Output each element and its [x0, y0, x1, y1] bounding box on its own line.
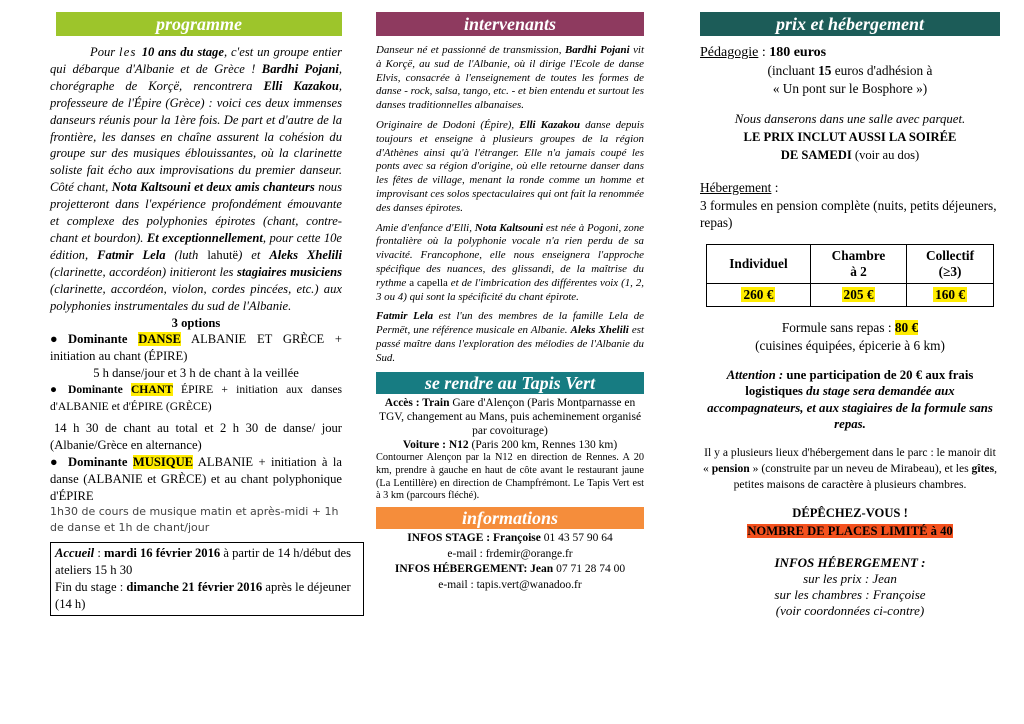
soiree-line-1: LE PRIX INCLUT AUSSI LA SOIRÉE: [743, 130, 957, 145]
option-chant-detail: 14 h 30 de chant au total et 2 h 30 de danse/ jour (Albanie/Grèce en alternance): [50, 420, 342, 452]
table-header-chambre: Chambre à 2: [810, 245, 906, 284]
price-collectif: 160 €: [907, 284, 994, 307]
attention-note: Attention : une participation de 20 € aux frais logistiques du stage sera demandée aux accompagnateurs, et aux stagiaires de la formule sans repas.: [707, 367, 993, 432]
infos-heb-2: sur les chambres : Françoise: [774, 586, 926, 602]
option-musique: ● Dominante MUSIQUE ALBANIE + initiation à la danse (ALBANIE et GRÈCE) et au chant polyphonique d'ÉPIRE: [50, 454, 342, 503]
floor-note: Nous danserons dans une salle avec parquet.: [734, 112, 966, 127]
hurry-line: DÉPÊCHEZ-VOUS !: [792, 505, 908, 520]
price-individuel: 260 €: [707, 284, 811, 307]
intervenants-column: [376, 12, 644, 593]
table-header-collectif: Collectif (≥3): [907, 245, 994, 284]
access-header: se rendre au Tapis Vert: [376, 372, 644, 394]
programme-intro: Pour les 10 ans du stage, c'est un groupe entier qui débarque d'Albanie et de Grèce ! Bardhi Pojani, chorégraphe de Korçë, rencontrera Elli Kazakou, professeure de l'Épire (Grèce) : voici ces deux immenses danseurs réunis pour la 1ère fois. De part et d'autre de la frontière, les danses en chaîne assurent la cohésion du groupe sur des musiques éblouissantes, où la clarinette soliste fait écho aux improvisations du premier danseur. Côté chant, Nota Kaltsouni et deux amis chanteurs nous projetteront dans l'expérience profondément émouvante et complexe des polyphonies épirotes (chant, contre-chant et bourdon). Et exceptionnellement, pour cette 10e édition, Fatmir Lela (luth lahutë) et Aleks Xhelili (clarinette, accordéon) initieront les stagiaires musiciens (clarinette, accordéon, violon, cordes pincées, etc.) aux polyphonies instrumentales du sud de l'Albanie.: [50, 45, 342, 313]
fin-stage-line: Fin du stage : dimanche 21 février 2016 après le déjeuner (14 h): [55, 580, 351, 611]
options-title: 3 options: [171, 315, 221, 330]
prix-header: prix et hébergement: [700, 12, 1000, 36]
price-chambre: 205 €: [810, 284, 906, 307]
informations-block: INFOS STAGE : Françoise 01 43 57 90 64 e-mail : frdemir@orange.fr INFOS HÉBERGEMENT: Jean 07 71 28 74 00 e-mail : tapis.vert@wanadoo.fr: [376, 531, 644, 593]
bio-fatmir-aleks: Fatmir Lela est l'un des membres de la famille Lela de Permët, une référence musicale en Albanie. Aleks Xhelili est passé maître dans l'exploration des mélodies de l'Albanie du Sud.: [376, 310, 644, 364]
infos-heb-title: INFOS HÉBERGEMENT :: [774, 554, 926, 570]
option-musique-detail: 1h30 de cours de musique matin et après-midi + 1h de danse et 1h de chant/jour: [50, 505, 339, 535]
option-danse-detail: 5 h danse/jour et 3 h de chant à la veillée: [93, 366, 299, 381]
pedagogie-note: (incluant 15 euros d'adhésion à: [767, 62, 933, 78]
bullet-icon: ●: [50, 383, 58, 397]
limit-line: NOMBRE DE PLACES LIMITÉ à 40: [747, 523, 953, 538]
access-directions: Contourner Alençon par la N12 en direction de Rennes. A 20 km, prendre à gauche en haut de côte avant le restaurant jaune (La Lentillère) en direction de Champfrémont. Le Tapis Vert est à 3 km (parcours fléché).: [376, 452, 644, 502]
bio-nota: Amie d'enfance d'Elli, Nota Kaltsouni est née à Pogoni, zone frontalière où la polyphonie vocale n'a rien perdu de sa vivacité. Francophone, elle nous enseignera l'approche spécifique des nuances, des glissandi, de la maîtrise du rythme a capella et de l'imbrication des différentes voix (1, 2, 3 ou 4) qui sont la spécificité du chant épirote.: [376, 221, 644, 303]
pedagogie-line: Pédagogie : 180 euros: [700, 45, 827, 60]
bio-elli: Originaire de Dodoni (Épire), Elli Kazakou danse depuis toujours et enseigne à plusieurs groupes de la région d'Athènes ainsi qu'à l'étranger. Elle n'a jamais coupé les ponts avec sa région d'origine, où elle retourne danser dans les fêtes de village, menant la ronde comme un homme et improvisant ces solos spectaculaires qui ont fait la renommée des danses épirotes.: [376, 118, 645, 214]
lieux-note: Il y a plusieurs lieux d'hébergement dans le parc : le manoir dit « pension » (construite par un neveu de Mirabeau), et les gîtes, petites maisons de caractère à plusieurs chambres.: [703, 445, 997, 491]
option-danse: ● Dominante DANSE ALBANIE ET GRÈCE + initiation au chant (ÉPIRE): [50, 332, 342, 364]
sans-repas-note: (cuisines équipées, épicerie à 6 km): [755, 337, 945, 353]
sans-repas-line: Formule sans repas : 80 €: [781, 319, 919, 335]
soiree-line-2: DE SAMEDI (voir au dos): [780, 147, 920, 162]
access-transport: Accès : Train Gare d'Alençon (Paris Montparnasse en TGV, changement au Mans, puis acheminement organisé par covoiturage) Voiture : N12 (Paris 200 km, Rennes 130 km): [378, 396, 642, 452]
dates-box: [50, 542, 364, 615]
bullet-icon: ●: [50, 454, 58, 469]
hebergement-title: Hébergement :: [700, 179, 779, 195]
intervenants-header: intervenants: [376, 12, 644, 36]
prix-column: prix et hébergement Pédagogie : 180 euros (incluant 15 euros d'adhésion à « Un pont sur le Bosphore ») Nous danserons dans une salle avec parquet. LE PRIX INCLUT AUSSI LA SOIRÉE DE SAMEDI (voir au dos) Hébergement : 3 formules en pension complète (nuits, petits déjeuners, repas) Individuel Chambre à 2 Collectif (≥3) 260 € 205 € 160 € Formule sans repas : 80 € (cuisines équipées, épicerie à 6 km) Attention : une participation de 20 € aux frais logistiques du stage sera demandée aux accompagnateurs, et aux stagiaires de la formule sans repas. Il y a plusieurs lieux d'hébergement dans le parc : le manoir dit « pension » (construite par un neveu de Mirabeau), et les gîtes, petites maisons de caractère à plusieurs chambres. DÉPÊCHEZ-VOUS ! NOMBRE DE PLACES LIMITÉ à 40 INFOS HÉBERGEMENT : sur les prix : Jean sur les chambres : Françoise (voir coordonnées ci-contre): [700, 12, 1000, 619]
bio-bardhi: Danseur né et passionné de transmission, Bardhi Pojani vit à Korçë, au sud de l'Albanie, où il dirige l'Ecole de danse Elvis, consacrée à l'enseignement de toutes les formes de danse - rock, salsa, tango, etc. - et bien entendu et surtout les danses traditionnelles albanaises.: [376, 44, 644, 112]
infos-heb-3: (voir coordonnées ci-contre): [775, 602, 925, 618]
price-table: [706, 244, 994, 307]
stage-email: e-mail : frdemir@orange.fr: [447, 547, 573, 560]
programme-header: programme: [56, 12, 342, 36]
option-chant: ● Dominante CHANT ÉPIRE + initiation aux danses d'ALBANIE et d'ÉPIRE (GRÈCE): [50, 383, 342, 414]
informations-header: informations: [376, 507, 644, 529]
programme-column: [50, 12, 351, 616]
bullet-icon: ●: [50, 332, 58, 347]
infos-heb-1: sur les prix : Jean: [803, 570, 897, 586]
table-header-individuel: Individuel: [707, 245, 811, 284]
heb-email: e-mail : tapis.vert@wanadoo.fr: [438, 578, 582, 591]
hebergement-text: 3 formules en pension complète (nuits, petits déjeuners, repas): [700, 197, 997, 231]
accueil-line: Accueil : mardi 16 février 2016 à partir de 14 h/début des ateliers 15 h 30: [55, 546, 351, 578]
